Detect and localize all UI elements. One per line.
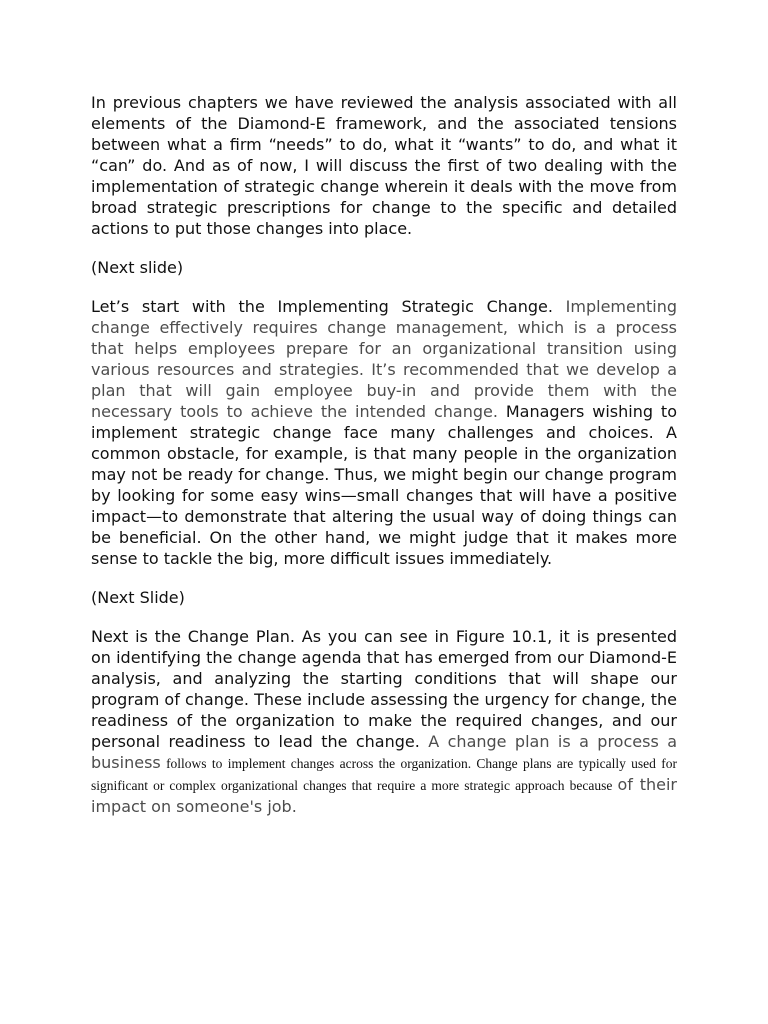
paragraph-introduction: In previous chapters we have reviewed the analysis associated with all elements of the Diamond-E framework, and the associated tensions between what a firm “needs” to do, what it “wants” to do, and what it “can” do. And as of now, I will discuss the first of two dealing with the implementation of strategic change wherein it deals with the move from broad strategic prescriptions for change to the specific and detailed actions to put those changes into place. xyxy=(91,93,677,238)
paragraph-2-intro: Let’s start with the Implementing Strategic Change. xyxy=(91,297,566,316)
document-page xyxy=(91,92,677,835)
next-slide-note-1: (Next slide) xyxy=(91,258,184,277)
paragraph-change-plan xyxy=(91,626,677,817)
paragraph-3-serif-text: follows to implement changes across the organization. Change plans are typically used for significant or complex organizational changes that require a more strategic approach because xyxy=(91,756,677,793)
paragraph-3-highlight-2: of their impact on someone's job. xyxy=(91,775,677,816)
paragraph-implementing-strategic-change xyxy=(91,296,677,569)
paragraph-2-highlight: Implementing change effectively requires change management, which is a process that helps employees prepare for an organizational transition using various resources and strategies. It’s recommended that we develop a plan that will gain employee buy-in and provide them with the necessary tools to achieve the intended change. xyxy=(91,297,677,421)
next-slide-note-2: (Next Slide) xyxy=(91,588,185,607)
paragraph-3-highlight-1: A change plan is a process a business xyxy=(91,732,678,772)
paragraph-2-body: Managers wishing to implement strategic change face many challenges and choices. A common obstacle, for example, is that many people in the organization may not be ready for change. Thus, we might begin our change program by looking for some easy wins—small changes that will have a positive impact—to demonstrate that altering the usual way of doing things can be beneficial. On the other hand, we might judge that it makes more sense to tackle the big, more difficult issues immediately. xyxy=(91,402,677,568)
paragraph-3-intro: Next is the Change Plan. As you can see in Figure 10.1, it is presented on identifying the change agenda that has emerged from our Diamond-E analysis, and analyzing the starting conditions that will shape our program of change. These include assessing the urgency for change, the readiness of the organization to make the required changes, and our personal readiness to lead the change. xyxy=(91,627,677,751)
